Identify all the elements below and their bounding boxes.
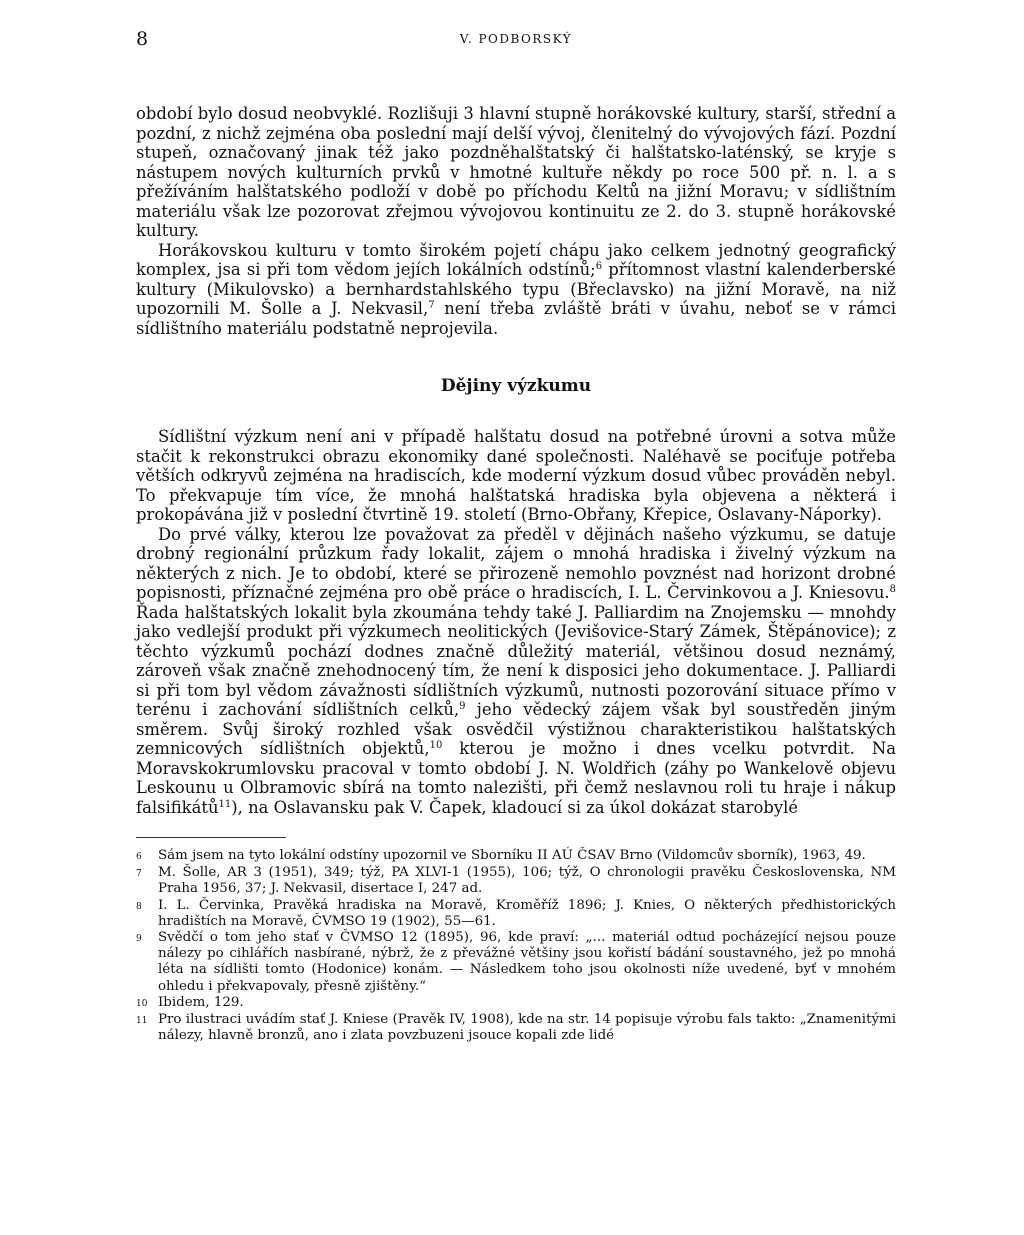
paragraph-text: Do prvé války, kterou lze považovat za předěl v dějinách našeho výzkumu, se datuje drobný regionální průzkum řady lokalit, zájem o mnohá hradiska i živelný výzkum na některých z nich. Je to období, které se přirozeně nemohlo povznést nad horizont drobné popisnosti, příznačné zejména pro obě práce o hradiscích, I. L. Červinkovou a J. Kniesovu.	[136, 524, 896, 602]
page	[136, 28, 896, 1044]
paragraph-text: kterou je možno i dnes vcelku potvrdit. Na Moravskokrumlovsku pracoval v tomto období J. N. Woldřich (záhy po Wankelově objevu Leskounu u Olbramovic sbírá na tomto nalezišti, při čemž neslavnou roli tu hraje i nákup falsifikátů	[136, 739, 896, 817]
footnote	[136, 930, 896, 995]
footnote-number: 11	[136, 1016, 148, 1027]
footnote-number: 7	[136, 869, 142, 880]
paragraph	[136, 241, 896, 339]
footnote-number: 10	[136, 998, 148, 1009]
footnote-ref[interactable]: 9	[459, 701, 466, 712]
footnote	[136, 995, 896, 1012]
page-header	[136, 28, 896, 58]
footnote-text: Sám jsem na tyto lokální odstíny upozornil ve Sborníku II AÚ ČSAV Brno (Vildomcův sborník), 1963, 49.	[158, 848, 866, 863]
footnote-number: 6	[136, 852, 142, 862]
paragraph-text: období bylo dosud neobvyklé. Rozlišuji 3 hlavní stupně horákovské kultury, starší, střední a pozdní, z nichž zejména oba poslední mají delší vývoj, členitelný do vývojových fází. Pozdní stupeň, označovaný jinak též jako pozdněhalštatský či halštatsko-laténský, se kryje s nástupem nových kulturních prvků v hmotné kultuře někdy po roce 500 př. n. l. a s přežíváním halštatského podloží v době po příchodu Keltů na jižní Moravu; v sídlištním materiálu však lze pozorovat zřejmou vývojovou kontinuitu ze 2. do 3. stupně horákovské kultury.	[136, 104, 896, 240]
paragraph-text: Horákovskou kulturu v tomto širokém pojetí chápu jako celkem jednotný geografický komplex, jsa si při tom vědom jejích lokálních odstínů;	[136, 240, 896, 279]
paragraph	[136, 104, 896, 241]
footnote-ref[interactable]: 7	[428, 300, 435, 311]
paragraph-text: Sídlištní výzkum není ani v případě halštatu dosud na potřebné úrovni a sotva může stačit k rekonstrukci obrazu ekonomiky dané společnosti. Naléhavě se pociťuje potřeba větších odkryvů zejména na hradiscích, kde moderní výzkum dosud vůbec prováděn nebyl. To překvapuje tím více, že mnohá halštatská hradiska byla objevena a některá i prokopávána již v poslední čtvrtině 19. století (Brno-Obřany, Křepice, Oslavany-Náporky).	[136, 427, 896, 524]
footnote-text: I. L. Červinka, Pravěká hradiska na Moravě, Kroměříž 1896; J. Knies, O některých předhistorických hradištích na Moravě, ČVMSO 19 (1902), 55—61.	[158, 897, 896, 929]
footnote	[136, 865, 896, 897]
footnote-ref[interactable]: 10	[429, 740, 443, 751]
footnote-text: Pro ilustraci uvádím stať J. Kniese (Pravěk IV, 1908), kde na str. 14 popisuje výrobu fals takto: „Znamenitými nálezy, hlavně bronzů, ano i zlata povzbuzeni jsouce kopali zde lidé	[158, 1012, 896, 1044]
paragraph-text: jeho vědecký zájem však byl soustředěn jiným směrem. Svůj široký rozhled však osvědčil výstižnou charakteristikou halštatských zemnicových sídlištních objektů,	[136, 700, 896, 758]
paragraph-text: Řada halštatských lokalit byla zkoumána tehdy také J. Palliardim na Znojemsku — mnohdy jako vedlejší produkt při výzkumech neolitických (Jevišovice-Starý Zámek, Štěpánovice); z těchto výzkumů pochází dodnes značně důležitý materiál, většinou dosud neznámý, zároveň však značně znehodnocený tím, že není k disposici jeho dokumentace. J. Palliardi si při tom byl vědom závažnosti sídlištních výzkumů, nutnosti pozorování situace přímo v terénu i zachování sídlištních celků,	[136, 602, 896, 719]
paragraph-text: ), na Oslavansku pak V. Čapek, kladoucí si za úkol dokázat starobylé	[231, 797, 799, 817]
footnote	[136, 1012, 896, 1044]
footnote-ref[interactable]: 11	[218, 798, 232, 810]
footnote-ref[interactable]: 6	[595, 261, 603, 272]
footnote	[136, 848, 896, 865]
footnote-text: Svědčí o tom jeho stať v ČVMSO 12 (1895), 96, kde praví: „... materiál odtud pocházející nejsou pouze nálezy po cihlářích nasbírané, nýbrž, že z převážné většiny jsou kořistí bádání soustavného, jež po mnohá léta na sídlišti tomto (Hodonice) konám. — Následkem toho jsou okolnosti níže uvedené, byť v mnohém ohledu i překvapovaly, přesně zjištěny.“	[158, 930, 896, 994]
footnote-text: Ibidem, 129.	[158, 994, 244, 1010]
paragraph	[136, 525, 896, 818]
paragraph	[136, 427, 896, 525]
body-text	[136, 104, 896, 817]
footnote-divider	[136, 837, 286, 838]
footnote	[136, 898, 896, 930]
footnotes	[136, 848, 896, 1044]
footnote-ref[interactable]: 8	[889, 584, 896, 595]
paragraph-text: přítomnost vlastní kalenderberské kultury (Mikulovsko) a bernhardstahlského typu (Břeclavsko) na jižní Moravě, na niž upozornili M. Šolle a J. Nekvasil,	[136, 260, 896, 318]
running-head: V. PODBORSKÝ	[459, 32, 573, 46]
section-title: Dějiny výzkumu	[440, 376, 592, 396]
page-number: 8	[136, 28, 149, 50]
footnote-number: 8	[136, 901, 142, 912]
footnote-text: M. Šolle, AR 3 (1951), 349; týž, PA XLVI-1 (1955), 106; týž, O chronologii pravěku Československa, NM Praha 1956, 37; J. Nekvasil, disertace I, 247 ad.	[158, 865, 896, 897]
paragraph-text: není třeba zvláště bráti v úvahu, neboť se v rámci sídlištního materiálu podstatně neprojevila.	[136, 299, 896, 338]
footnote-number: 9	[136, 934, 142, 945]
